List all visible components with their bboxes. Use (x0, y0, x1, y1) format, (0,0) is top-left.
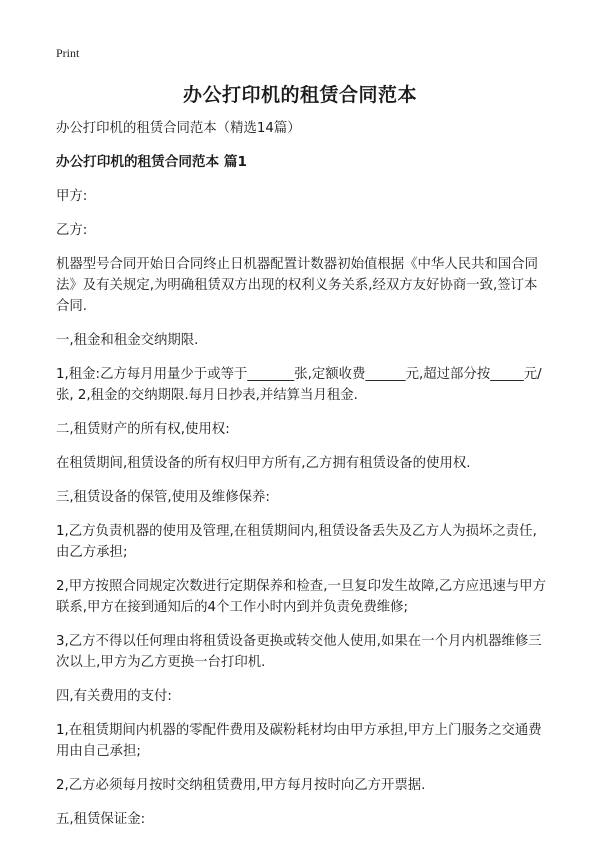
subtitle-paragraph: 办公打印机的租赁合同范本（精选14篇） (56, 121, 301, 136)
clause-paragraph: 在租赁期间,租赁设备的所有权归甲方所有,乙方拥有租赁设备的使用权. (56, 456, 471, 471)
section-heading: 办公打印机的租赁合同范本 篇1 (56, 154, 247, 170)
party-b-line: 乙方: (56, 223, 88, 238)
clause-heading-1: 一,租金和租金交纳期限. (56, 333, 199, 348)
clause-paragraph: 2,甲方按照合同规定次数进行定期保养和检查,一旦复印发生故障,乙方应迅速与甲方联系,甲方在接到通知后的4个工作小时内到并负责免费维修; (56, 579, 546, 615)
clause-heading-4: 四,有关费用的支付: (56, 689, 172, 704)
clause-heading-5: 五,租赁保证金: (56, 812, 146, 827)
clause-paragraph: 3,乙方不得以任何理由将租赁设备更换或转交他人使用,如果在一个月内机器维修三次以上,甲方为乙方更换一台打印机. (56, 634, 542, 670)
clause-heading-3: 三,租赁设备的保管,使用及维修保养: (56, 490, 270, 505)
clause-paragraph: 2,乙方必须每月按时交纳租赁费用,甲方每月按时向乙方开票据. (56, 778, 426, 793)
party-a-line: 甲方: (56, 189, 88, 204)
document-body (56, 118, 550, 843)
clause-paragraph: 1,租金:乙方每月用量少于或等于_______张,定额收费______元,超过部分按_____元/张, 2,租金的交纳期限.每月日抄表,并结算当月租金. (56, 367, 542, 403)
clause-paragraph: 1,在租赁期间内机器的零配件费用及碳粉耗材均由甲方承担,甲方上门服务之交通费用由自己承担; (56, 723, 542, 759)
clause-heading-2: 二,租赁财产的所有权,使用权: (56, 422, 230, 437)
document-title: 办公打印机的租赁合同范本 (182, 84, 417, 106)
clause-paragraph: 1,乙方负责机器的使用及管理,在租赁期间内,租赁设备丢失及乙方人为损坏之责任,由乙方承担; (56, 524, 537, 560)
intro-paragraph: 机器型号合同开始日合同终止日机器配置计数器初始值根据《中华人民共和国合同法》及有关规定,为明确租赁双方出现的权利义务关系,经双方友好协商一致,签订本合同. (56, 257, 539, 314)
print-label: Print (56, 46, 80, 60)
